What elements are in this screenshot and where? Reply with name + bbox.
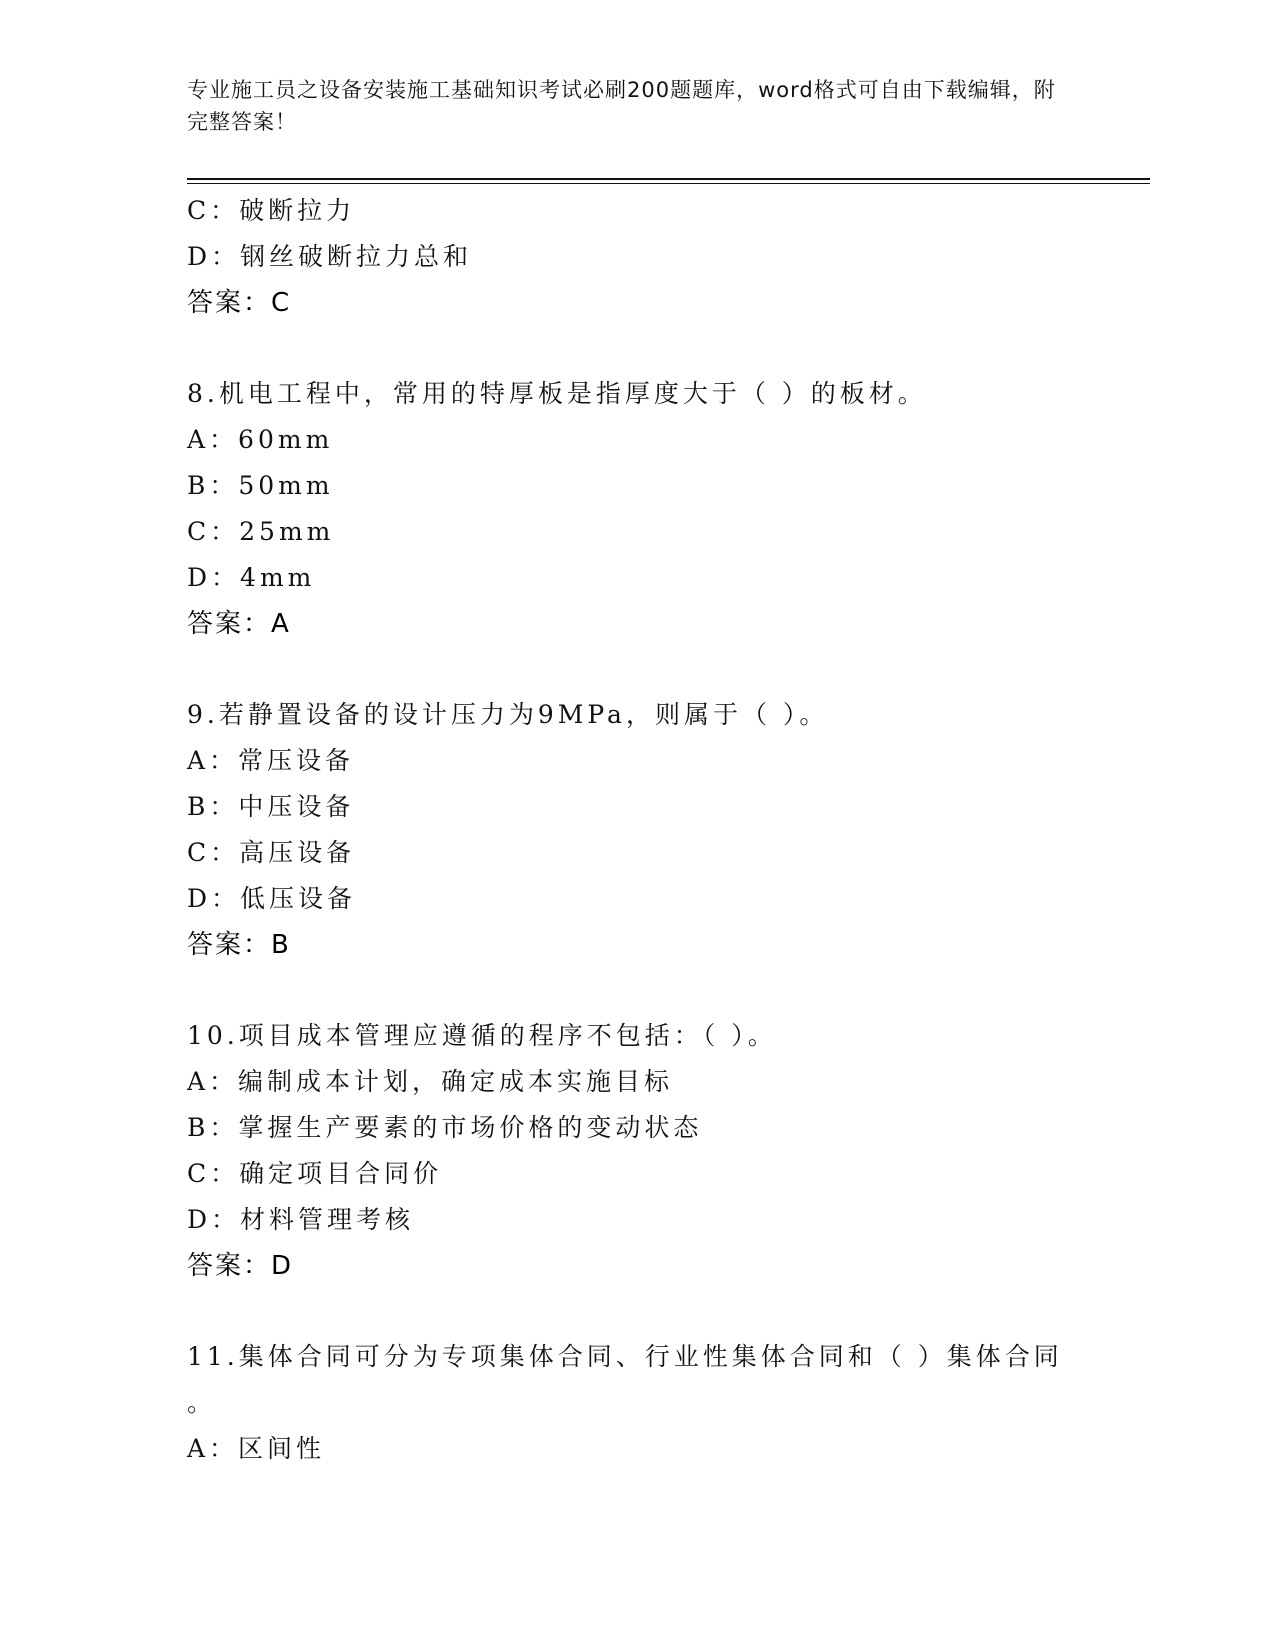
option-b: B：中压设备 — [187, 792, 355, 821]
option-d: D：钢丝破断拉力总和 — [187, 242, 473, 271]
question-block-7 — [187, 188, 1087, 326]
question-title: 11.集体合同可分为专项集体合同、行业性集体合同和（ ）集体合同 — [187, 1342, 1063, 1371]
header-rule-thick — [187, 178, 1150, 180]
option-d: D：4mm — [187, 563, 316, 592]
option-a: A：区间性 — [187, 1434, 326, 1463]
option-c: C：确定项目合同价 — [187, 1159, 443, 1188]
option-d: D：材料管理考核 — [187, 1205, 415, 1234]
answer-label: 答案：B — [187, 930, 291, 960]
question-list — [187, 188, 1087, 1472]
option-c: C：破断拉力 — [187, 196, 356, 225]
option-a: A：常压设备 — [187, 746, 355, 775]
option-c: C：高压设备 — [187, 838, 356, 867]
option-d: D：低压设备 — [187, 884, 357, 913]
option-b: B：掌握生产要素的市场价格的变动状态 — [187, 1113, 703, 1142]
question-title: 9.若静置设备的设计压力为9MPa，则属于（ ）。 — [187, 700, 829, 729]
question-title-continuation: 。 — [187, 1388, 213, 1417]
option-b: B：50mm — [187, 471, 334, 500]
answer-label: 答案：D — [187, 1251, 294, 1281]
option-a: A：编制成本计划，确定成本实施目标 — [187, 1067, 674, 1096]
answer-label: 答案：A — [187, 609, 291, 639]
question-block-8 — [187, 371, 1087, 647]
question-block-9 — [187, 692, 1087, 968]
question-block-10 — [187, 1013, 1087, 1289]
page-header: 专业施工员之设备安装施工基础知识考试必刷200题题库，word格式可自由下载编辑，附完整答案！ — [187, 78, 1056, 134]
question-title: 10.项目成本管理应遵循的程序不包括：（ ）。 — [187, 1021, 777, 1050]
header-rule-thin — [187, 183, 1150, 184]
question-title: 8.机电工程中，常用的特厚板是指厚度大于（ ）的板材。 — [187, 379, 927, 408]
option-c: C：25mm — [187, 517, 335, 546]
option-a: A：60mm — [187, 425, 334, 454]
answer-label: 答案：C — [187, 288, 292, 318]
question-block-11 — [187, 1334, 1087, 1472]
